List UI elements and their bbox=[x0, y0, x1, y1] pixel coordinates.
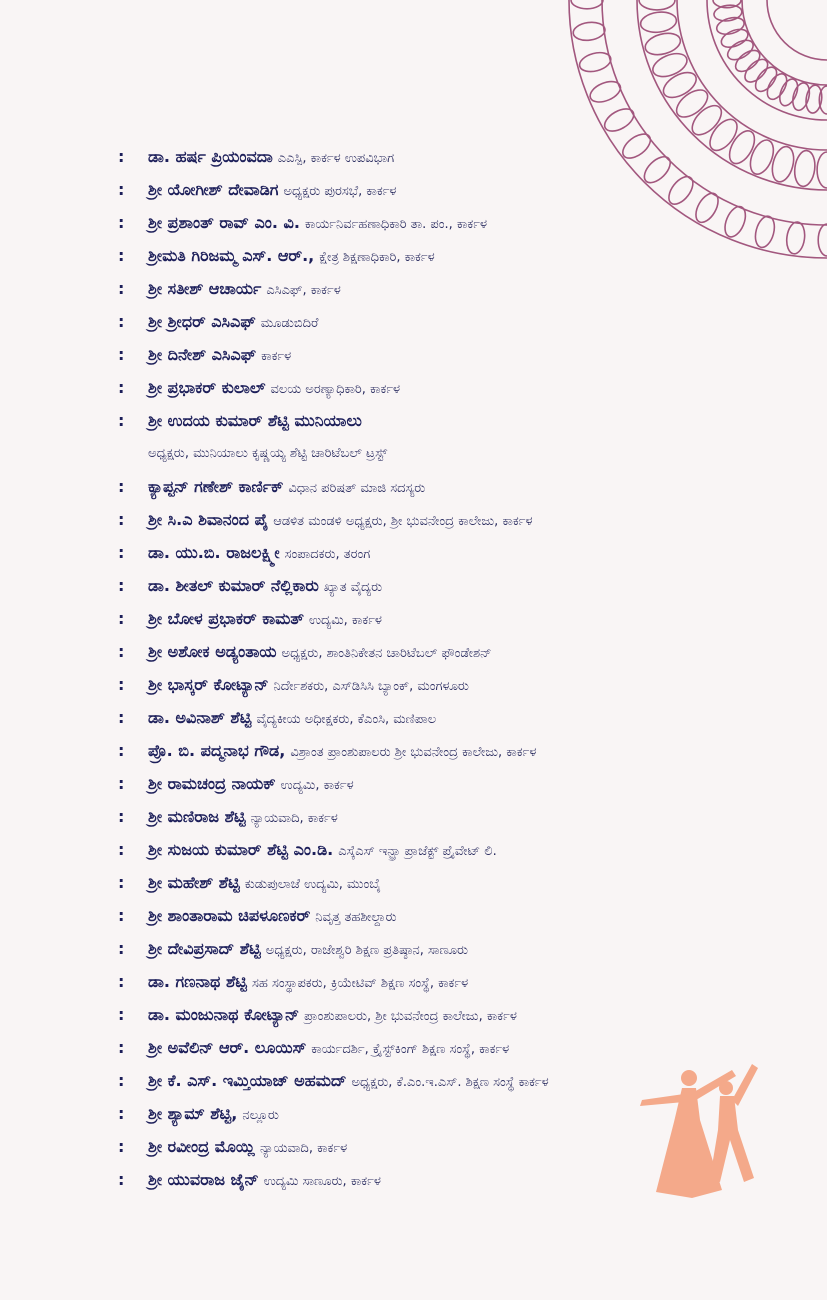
guest-role: ಅಧ್ಯಕ್ಷರು, ರಾಜೇಶ್ವರಿ ಶಿಕ್ಷಣ ಪ್ರತಿಷ್ಠಾನ, ಸಾಣೂರು bbox=[265, 943, 469, 958]
guest-name: ಶ್ರೀ ಬೋಳ ಪ್ರಭಾಕರ್ ಕಾಮತ್ bbox=[148, 609, 304, 628]
list-item bbox=[118, 736, 808, 769]
guest-role: ಅಧ್ಯಕ್ಷರು ಪುರಸಭೆ, ಕಾರ್ಕಳ bbox=[283, 184, 397, 199]
guest-name: ಶ್ರೀ ಯೋಗೀಶ್ ದೇವಾಡಿಗ bbox=[148, 180, 279, 199]
list-bullet: : bbox=[118, 939, 125, 958]
list-item bbox=[118, 868, 808, 901]
list-bullet: : bbox=[118, 378, 125, 397]
list-item bbox=[118, 1132, 808, 1165]
list-item bbox=[118, 208, 808, 241]
list-bullet: : bbox=[118, 477, 125, 496]
list-bullet: : bbox=[118, 972, 125, 991]
guest-role: ಉದ್ಯಮಿ ಸಾಣೂರು, ಕಾರ್ಕಳ bbox=[263, 1174, 381, 1189]
list-bullet: : bbox=[118, 1005, 125, 1024]
guest-role: ಕಾರ್ಯದರ್ಶಿ, ಕ್ರೈಸ್ಟ್‌ಕಿಂಗ್ ಶಿಕ್ಷಣ ಸಂಸ್ಥೆ, ಕಾರ್ಕಳ bbox=[311, 1042, 510, 1057]
list-bullet: : bbox=[118, 906, 125, 925]
list-bullet: : bbox=[118, 840, 125, 859]
guest-role: ಖ್ಯಾತ ವೈದ್ಯರು bbox=[323, 580, 383, 595]
list-bullet: : bbox=[118, 609, 125, 628]
list-item bbox=[118, 637, 808, 670]
guest-role: ಆಡಳಿತ ಮಂಡಳಿ ಅಧ್ಯಕ್ಷರು, ಶ್ರೀ ಭುವನೇಂದ್ರ ಕಾಲೇಜು, ಕಾರ್ಕಳ bbox=[273, 514, 533, 529]
list-item bbox=[118, 406, 808, 439]
list-item bbox=[118, 538, 808, 571]
list-bullet: : bbox=[118, 180, 125, 199]
guest-name: ಶ್ರೀಮತಿ ಗಿರಿಜಮ್ಮ ಎಸ್. ಆರ್., bbox=[148, 246, 315, 265]
list-bullet: : bbox=[118, 675, 125, 694]
list-bullet: : bbox=[118, 213, 125, 232]
guest-name: ಕ್ಯಾಪ್ಟನ್ ಗಣೇಶ್ ಕಾರ್ಣಿಕ್ bbox=[148, 477, 284, 496]
list-item bbox=[118, 901, 808, 934]
list-item bbox=[118, 1099, 808, 1132]
guest-name: ಪ್ರೊ. ಬಿ. ಪದ್ಮನಾಭ ಗೌಡ, bbox=[148, 741, 286, 760]
guest-role: ಮೂಡುಬಿದಿರೆ bbox=[260, 316, 319, 331]
list-item bbox=[118, 967, 808, 1000]
list-bullet: : bbox=[118, 1104, 125, 1123]
guest-role: ಸಂಪಾದಕರು, ತರಂಗ bbox=[284, 547, 371, 562]
list-item bbox=[118, 175, 808, 208]
list-bullet: : bbox=[118, 411, 125, 430]
guest-name: ಶ್ರೀ ಸಿ.ಎ ಶಿವಾನಂದ ಪೈ bbox=[148, 510, 269, 529]
list-item bbox=[118, 274, 808, 307]
guest-role: ನಿವೃತ್ತ ತಹಶೀಲ್ದಾರು bbox=[315, 910, 397, 925]
guest-name: ಶ್ರೀ ಅಶೋಕ ಅಡ್ಯಂತಾಯ bbox=[148, 642, 277, 661]
guest-name: ಡಾ. ಹರ್ಷ ಪ್ರಿಯಂವದಾ bbox=[148, 147, 273, 166]
list-bullet: : bbox=[118, 510, 125, 529]
guest-name: ಶ್ರೀ ರಾಮಚಂದ್ರ ನಾಯಕ್ bbox=[148, 774, 276, 793]
list-item bbox=[118, 241, 808, 274]
list-bullet: : bbox=[118, 873, 125, 892]
guest-name: ಶ್ರೀ ದೇವಿಪ್ರಸಾದ್ ಶೆಟ್ಟಿ bbox=[148, 939, 261, 958]
guest-role: ವಿಧಾನ ಪರಿಷತ್ ಮಾಜಿ ಸದಸ್ಯರು bbox=[288, 481, 426, 496]
list-bullet: : bbox=[118, 1170, 125, 1189]
list-bullet: : bbox=[118, 279, 125, 298]
guest-role: ಉದ್ಯಮಿ, ಕಾರ್ಕಳ bbox=[280, 778, 354, 793]
list-bullet: : bbox=[118, 576, 125, 595]
guest-role: ನ್ಯಾಯವಾದಿ, ಕಾರ್ಕಳ bbox=[250, 811, 338, 826]
list-bullet: : bbox=[118, 1038, 125, 1057]
guest-name: ಡಾ. ಮಂಜುನಾಥ ಕೋಟ್ಯಾನ್ bbox=[148, 1005, 300, 1024]
guest-name: ಶ್ರೀ ಪ್ರಭಾಕರ್ ಕುಲಾಲ್ bbox=[148, 378, 266, 397]
list-bullet: : bbox=[118, 807, 125, 826]
list-bullet: : bbox=[118, 741, 125, 760]
list-item bbox=[118, 571, 808, 604]
list-item bbox=[118, 142, 808, 175]
list-bullet: : bbox=[118, 774, 125, 793]
list-item bbox=[118, 472, 808, 505]
guest-name: ಡಾ. ಯು.ಬಿ. ರಾಜಲಕ್ಷ್ಮೀ bbox=[148, 543, 280, 562]
list-item bbox=[118, 703, 808, 736]
list-item bbox=[118, 1033, 808, 1066]
guest-name: ಶ್ರೀ ಕೆ. ಎಸ್. ಇಮ್ತಿಯಾಜ್ ಅಹಮದ್ bbox=[148, 1071, 347, 1090]
guest-role: ಅಧ್ಯಕ್ಷರು, ಮುನಿಯಾಲು ಕೃಷ್ಣಯ್ಯ ಶೆಟ್ಟಿ ಚಾರಿಟೆಬಲ್ ಟ್ರಸ್ಟ್ bbox=[148, 446, 388, 461]
guest-name: ಶ್ರೀ ಸುಜಯ ಕುಮಾರ್ ಶೆಟ್ಟಿ ಎಂ.ಡಿ. bbox=[148, 840, 334, 859]
guest-name: ಡಾ. ಗಣನಾಥ ಶೆಟ್ಟಿ bbox=[148, 972, 247, 991]
guest-name: ಶ್ರೀ ಶ್ಯಾಮ್ ಶೆಟ್ಟಿ, bbox=[148, 1104, 238, 1123]
guest-role: ವಿಶ್ರಾಂತ ಪ್ರಾಂಶುಪಾಲರು ಶ್ರೀ ಭುವನೇಂದ್ರ ಕಾಲೇಜು, ಕಾರ್ಕಳ bbox=[290, 745, 537, 760]
list-item bbox=[118, 340, 808, 373]
list-bullet: : bbox=[118, 543, 125, 562]
guest-role: ವಲಯ ಅರಣ್ಯಾಧಿಕಾರಿ, ಕಾರ್ಕಳ bbox=[270, 382, 401, 397]
guest-role: ಅಧ್ಯಕ್ಷರು, ಕೆ.ಎಂ.ಇ.ಎಸ್. ಶಿಕ್ಷಣ ಸಂಸ್ಥೆ ಕಾರ್ಕಳ bbox=[351, 1075, 549, 1090]
list-bullet: : bbox=[118, 246, 125, 265]
list-item bbox=[118, 1066, 808, 1099]
list-bullet: : bbox=[118, 1137, 125, 1156]
guest-role: ಉದ್ಯಮಿ, ಕಾರ್ಕಳ bbox=[308, 613, 382, 628]
guest-name: ಶ್ರೀ ಮಹೇಶ್ ಶೆಟ್ಟಿ bbox=[148, 873, 240, 892]
guest-list bbox=[118, 142, 808, 1198]
guest-role: ಎಸ್ಕೆಎಸ್ ಇನ್ಫ್ರಾ ಪ್ರಾಜೆಕ್ಟ್ ಪ್ರೈವೇಟ್ ಲಿ. bbox=[338, 844, 497, 859]
guest-name: ಶ್ರೀ ಶ್ರೀಧರ್ ಎಸಿಎಫ್ bbox=[148, 312, 256, 331]
list-bullet: : bbox=[118, 345, 125, 364]
guest-role: ನಲ್ಲೂರು bbox=[242, 1108, 279, 1123]
list-item bbox=[118, 604, 808, 637]
guest-role: ಕಾರ್ಕಳ bbox=[261, 349, 292, 364]
list-item bbox=[118, 934, 808, 967]
list-bullet: : bbox=[118, 147, 125, 166]
list-item bbox=[118, 505, 808, 538]
guest-role: ನಿರ್ದೇಶಕರು, ಎಸ್‌ಡಿಸಿಸಿ ಬ್ಯಾಂಕ್, ಮಂಗಳೂರು bbox=[273, 679, 469, 694]
list-bullet: : bbox=[118, 312, 125, 331]
list-item bbox=[118, 373, 808, 406]
guest-name: ಶ್ರೀ ಯುವರಾಜ ಜೈನ್ bbox=[148, 1170, 259, 1189]
guest-name: ಶ್ರೀ ಅವೆಲಿನ್ ಆರ್. ಲೂಯಿಸ್ bbox=[148, 1038, 307, 1057]
guest-name: ಶ್ರೀ ಶಾಂತಾರಾಮ ಚಿಪಳೂಣಕರ್ bbox=[148, 906, 311, 925]
list-bullet: : bbox=[118, 642, 125, 661]
guest-role: ಪ್ರಾಂಶುಪಾಲರು, ಶ್ರೀ ಭುವನೇಂದ್ರ ಕಾಲೇಜು, ಕಾರ್ಕಳ bbox=[304, 1009, 517, 1024]
list-item bbox=[118, 835, 808, 868]
guest-name: ಶ್ರೀ ಪ್ರಶಾಂತ್ ರಾವ್ ಎಂ. ವಿ. bbox=[148, 213, 300, 232]
list-bullet: : bbox=[118, 1071, 125, 1090]
guest-role: ಕ್ಷೇತ್ರ ಶಿಕ್ಷಣಾಧಿಕಾರಿ, ಕಾರ್ಕಳ bbox=[319, 250, 435, 265]
guest-name: ಶ್ರೀ ರವೀಂದ್ರ ಮೊಯ್ಲಿ bbox=[148, 1137, 255, 1156]
list-bullet: : bbox=[118, 708, 125, 727]
guest-name: ಡಾ. ಅವಿನಾಶ್ ಶೆಟ್ಟಿ bbox=[148, 708, 252, 727]
guest-role: ನ್ಯಾಯವಾದಿ, ಕಾರ್ಕಳ bbox=[259, 1141, 348, 1156]
list-item bbox=[118, 802, 808, 835]
guest-role: ವೈದ್ಯಕೀಯ ಅಧೀಕ್ಷಕರು, ಕೆಎಂಸಿ, ಮಣಿಪಾಲ bbox=[256, 712, 437, 727]
guest-name: ಶ್ರೀ ಮಣಿರಾಜ ಶೆಟ್ಟಿ bbox=[148, 807, 246, 826]
guest-role: ಕುಡುಪುಲಾಜೆ ಉದ್ಯಮಿ, ಮುಂಬೈ bbox=[244, 877, 381, 892]
list-item bbox=[118, 307, 808, 340]
list-item bbox=[118, 670, 808, 703]
list-item bbox=[118, 769, 808, 802]
guest-role: ಎಎಸ್ಪಿ, ಕಾರ್ಕಳ ಉಪವಿಭಾಗ bbox=[277, 151, 395, 166]
guest-name: ಶ್ರೀ ಭಾಸ್ಕರ್ ಕೋಟ್ಯಾನ್ bbox=[148, 675, 269, 694]
guest-name: ಡಾ. ಶೀತಲ್ ಕುಮಾರ್ ನೆಲ್ಲಿಕಾರು bbox=[148, 576, 319, 595]
guest-name: ಶ್ರೀ ದಿನೇಶ್ ಎಸಿಎಫ್ bbox=[148, 345, 257, 364]
guest-name: ಶ್ರೀ ಸತೀಶ್ ಆಚಾರ್ಯ bbox=[148, 279, 262, 298]
list-item bbox=[118, 1165, 808, 1198]
list-item bbox=[118, 439, 808, 472]
guest-role: ಅಧ್ಯಕ್ಷರು, ಶಾಂತಿನಿಕೇತನ ಚಾರಿಟೆಬಲ್ ಫೌಂಡೇಶನ್ bbox=[281, 646, 492, 661]
guest-role: ಕಾರ್ಯನಿರ್ವಹಣಾಧಿಕಾರಿ ತಾ. ಪಂ., ಕಾರ್ಕಳ bbox=[304, 217, 488, 232]
list-item bbox=[118, 1000, 808, 1033]
guest-role: ಎಸಿಎಫ್, ಕಾರ್ಕಳ bbox=[266, 283, 341, 298]
guest-role: ಸಹ ಸಂಸ್ಥಾಪಕರು, ಕ್ರಿಯೇಟಿವ್ ಶಿಕ್ಷಣ ಸಂಸ್ಥೆ, ಕಾರ್ಕಳ bbox=[251, 976, 469, 991]
guest-name: ಶ್ರೀ ಉದಯ ಕುಮಾರ್ ಶೆಟ್ಟಿ ಮುನಿಯಾಲು bbox=[148, 411, 362, 430]
